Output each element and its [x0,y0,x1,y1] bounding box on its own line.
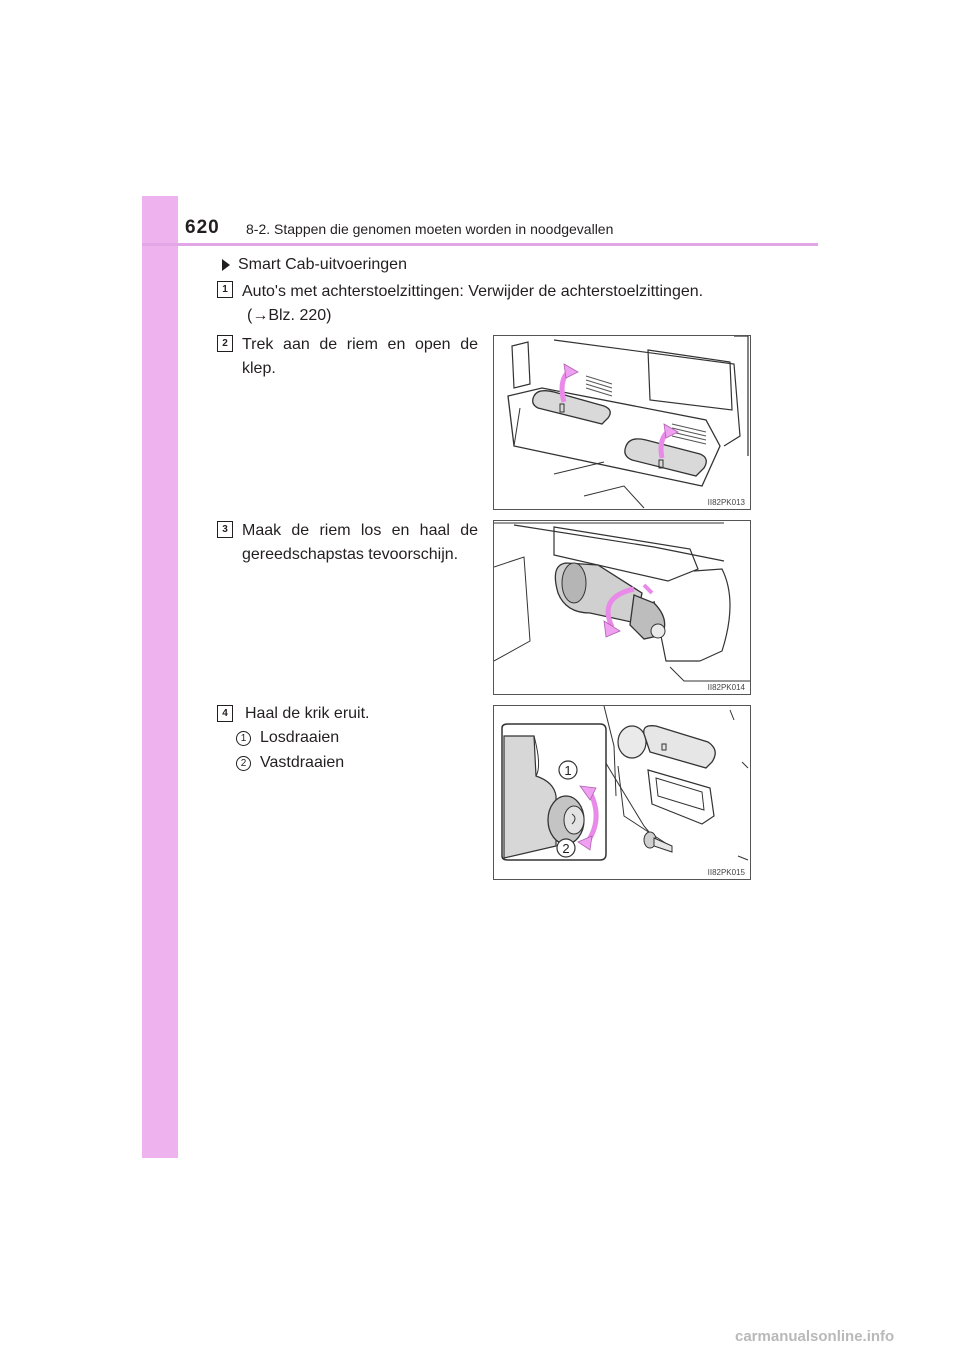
watermark: carmanualsonline.info [735,1328,895,1345]
step-1-badge: 1 [217,281,233,298]
legend-item-vastdraaien [236,754,344,772]
figure-remove-jack [493,705,751,880]
figure-code: II82PK015 [707,868,745,877]
figure-code: II82PK014 [707,683,745,692]
header-rule [142,243,818,246]
illustration-floor-covers [494,336,750,509]
callout-2: 2 [562,841,570,856]
legend-number: 1 [236,731,251,746]
variant-label: Smart Cab-uitvoeringen [238,256,407,273]
legend-label: Losdraaien [260,729,340,746]
legend-number: 2 [236,756,251,771]
step-2-badge: 2 [217,335,233,352]
legend-label: Vastdraaien [260,754,345,771]
step-3-text: Maak de riem los en haal de gereedschapstas tevoorschijn. [242,522,478,563]
figure-code: II82PK013 [707,498,745,507]
variant-heading [222,256,407,274]
figure-open-cover [493,335,751,510]
step-4-badge: 4 [217,705,233,722]
step-3-badge: 3 [217,521,233,538]
page-number: 620 [185,217,220,238]
step-1-instruction: Auto's met achterstoelzittingen: Verwijder de achterstoelzittingen. [242,283,704,300]
callout-1: 1 [564,763,572,778]
step-4-text: Haal de krik eruit. [245,705,370,722]
legend-item-losdraaien [236,729,339,747]
step-1-text [242,280,762,328]
illustration-tool-bag [494,521,750,694]
step-2-text: Trek aan de riem en open de klep. [242,336,478,377]
triangle-bullet-icon [222,259,230,271]
step-1-page-ref: (→Blz. 220) [247,307,332,324]
illustration-jack [494,706,750,879]
chapter-sidebar-tab [142,196,178,1158]
section-title: 8-2. Stappen die genomen moeten worden in noodgevallen [246,221,614,237]
figure-tool-bag [493,520,751,695]
